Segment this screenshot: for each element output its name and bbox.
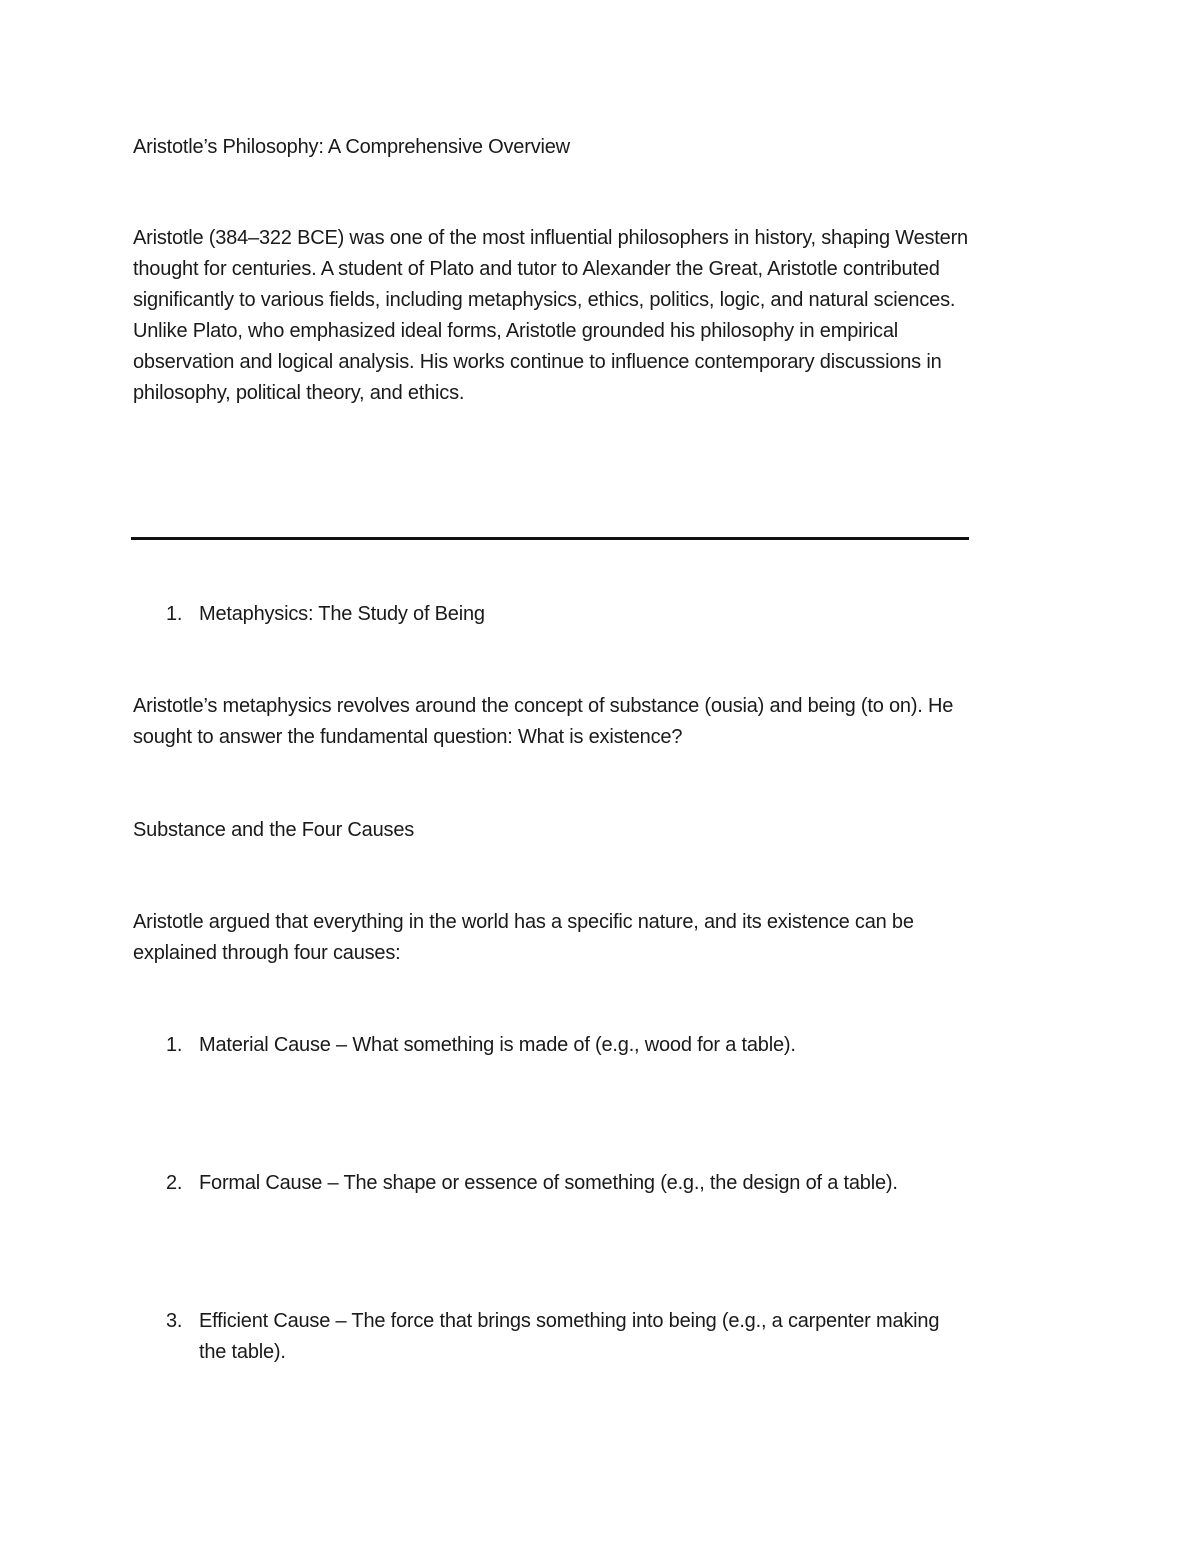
list-number: 1.: [166, 1034, 183, 1056]
cause-text: Efficient Cause – The force that brings something into being (e.g., a carpenter making the table).: [199, 1310, 940, 1363]
subheading-four-causes: Substance and the Four Causes: [133, 819, 415, 841]
list-number: 1.: [166, 603, 183, 625]
horizontal-divider: [131, 537, 969, 540]
list-number: 2.: [166, 1172, 183, 1194]
list-number: 3.: [166, 1310, 183, 1332]
cause-text: Formal Cause – The shape or essence of something (e.g., the design of a table).: [199, 1172, 898, 1194]
document-title: Aristotle’s Philosophy: A Comprehensive Overview: [133, 136, 570, 158]
intro-paragraph: Aristotle (384–322 BCE) was one of the most influential philosophers in history, shaping Western thought for centuries. A student of Plato and tutor to Alexander the Great, Aristotle contributed significantly to various fields, including metaphysics, ethics, politics, logic, and natural sciences. Unlike Plato, who emphasized ideal forms, Aristotle grounded his philosophy in empirical observation and logical analysis. His works continue to influence contemporary discussions in philosophy, political theory, and ethics.: [133, 227, 968, 404]
cause-text: Material Cause – What something is made of (e.g., wood for a table).: [199, 1034, 796, 1056]
causes-intro-paragraph: Aristotle argued that everything in the world has a specific nature, and its existence can be explained through four causes:: [133, 911, 914, 964]
section-heading-text: Metaphysics: The Study of Being: [199, 603, 485, 625]
metaphysics-paragraph: Aristotle’s metaphysics revolves around the concept of substance (ousia) and being (to on). He sought to answer the fundamental question: What is existence?: [133, 695, 954, 748]
